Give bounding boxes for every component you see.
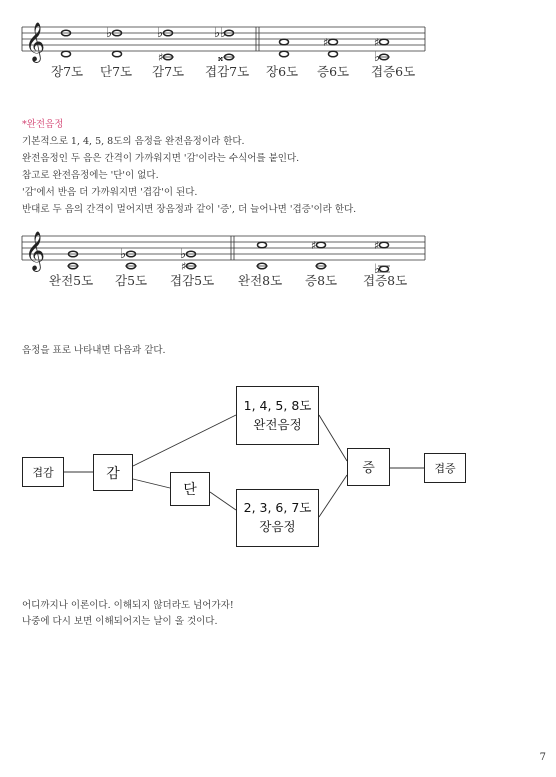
interval-label: 단7도 bbox=[100, 64, 133, 79]
treble-clef-icon: 𝄞 bbox=[25, 22, 46, 62]
diminished-box: 감 bbox=[93, 454, 133, 491]
double-augmented-box: 겹증 bbox=[424, 453, 466, 483]
interval-label: 겹증6도 bbox=[371, 64, 416, 79]
double-diminished-box: 겹감 bbox=[22, 457, 64, 487]
interval-label: 장7도 bbox=[51, 64, 84, 79]
interval-label: 겹감7도 bbox=[205, 64, 250, 79]
paragraph-line: 완전음정인 두 음은 간격이 가까워지면 '감'이라는 수식어를 붙인다. bbox=[22, 153, 300, 164]
augmented-box: 증 bbox=[347, 448, 390, 486]
paragraph-line: 기본적으로 1, 4, 5, 8도의 음정을 완전음정이라 한다. bbox=[22, 136, 245, 147]
sharp-icon: ♯ bbox=[311, 239, 317, 252]
interval-label: 완전5도 bbox=[49, 273, 94, 288]
treble-clef-icon: 𝄞 bbox=[25, 231, 46, 271]
table-intro: 음정을 표로 나타내면 다음과 같다. bbox=[22, 345, 166, 356]
major-interval-label: 장음정 bbox=[259, 519, 296, 534]
double-flat-icon: ♭♭ bbox=[214, 26, 227, 41]
sharp-icon: ♯ bbox=[158, 51, 164, 64]
paragraph-line: '감'에서 반음 더 가까워지면 '겹감'이 된다. bbox=[22, 187, 198, 198]
major-interval-degrees: 2, 3, 6, 7도 bbox=[243, 500, 312, 516]
closing-line: 어디까지나 이론이다. 이해되지 않더라도 넘어가자! bbox=[22, 600, 234, 611]
flat-icon: ♭ bbox=[374, 262, 381, 277]
double-sharp-icon: 𝄪 bbox=[218, 51, 223, 64]
section-heading: *완전음정 bbox=[22, 119, 64, 130]
interval-label: 감7도 bbox=[152, 64, 185, 79]
flat-icon: ♭ bbox=[374, 50, 381, 65]
sharp-icon: ♯ bbox=[374, 239, 380, 252]
sharp-icon: ♯ bbox=[374, 36, 380, 49]
interval-label: 감5도 bbox=[115, 273, 148, 288]
flat-icon: ♭ bbox=[120, 247, 127, 262]
perfect-interval-degrees: 1, 4, 5, 8도 bbox=[243, 397, 312, 413]
paragraph-line: 참고로 완전음정에는 '단'이 없다. bbox=[22, 170, 159, 181]
interval-label: 증6도 bbox=[317, 64, 350, 79]
paragraph-line: 반대로 두 음의 간격이 멀어지면 장음정과 같이 '증', 더 늘어나면 '겹증'이라 한다. bbox=[22, 204, 357, 215]
interval-label: 겹감5도 bbox=[170, 273, 215, 288]
perfect-interval-label: 완전음정 bbox=[253, 416, 302, 432]
flat-icon: ♭ bbox=[157, 26, 164, 41]
sharp-icon: ♯ bbox=[181, 260, 187, 273]
interval-label: 증8도 bbox=[305, 273, 338, 288]
interval-label: 겹증8도 bbox=[363, 273, 408, 288]
sharp-icon: ♯ bbox=[323, 36, 329, 49]
interval-label: 완전8도 bbox=[238, 273, 283, 288]
flat-icon: ♭ bbox=[180, 247, 187, 262]
perfect-interval-box bbox=[236, 386, 319, 445]
closing-line: 나중에 다시 보면 이해되어지는 날이 올 것이다. bbox=[22, 616, 218, 627]
interval-label: 장6도 bbox=[266, 64, 299, 79]
flat-icon: ♭ bbox=[106, 26, 113, 41]
page-number: 7 bbox=[539, 752, 546, 763]
major-interval-box bbox=[236, 489, 319, 547]
minor-box: 단 bbox=[170, 472, 210, 506]
